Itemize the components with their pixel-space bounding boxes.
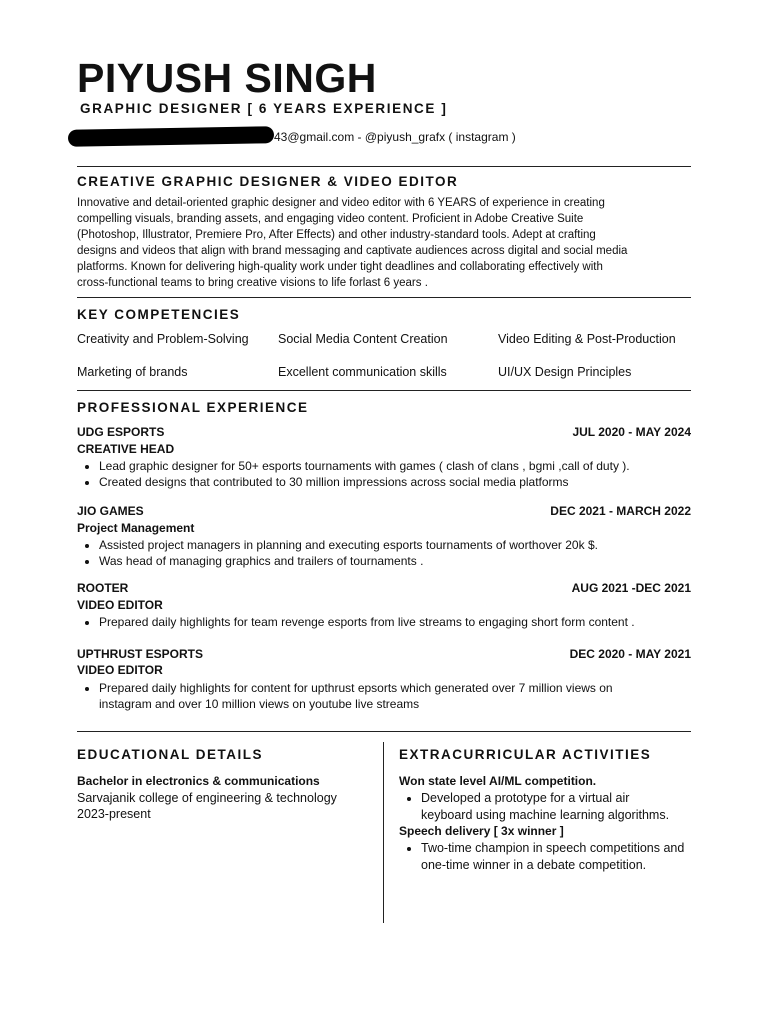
- divider: [77, 297, 691, 298]
- job-bullets: [77, 680, 659, 712]
- summary-line: cross-functional teams to bring creative visions to life forlast 6 years .: [77, 277, 428, 290]
- job-role: CREATIVE HEAD: [77, 442, 175, 456]
- experience-heading: PROFESSIONAL EXPERIENCE: [77, 400, 309, 415]
- job-company: ROOTER: [77, 581, 129, 595]
- divider: [77, 731, 691, 732]
- job-bullet: • Lead graphic designer for 50+ esports tournaments with games ( clash of clans , bgmi ,call of duty ).: [99, 458, 691, 474]
- activity-bullet: • Two-time champion in speech competitions and one-time winner in a debate competition.: [421, 840, 693, 873]
- job-bullet: • Assisted project managers in planning and executing esports tournaments of worthover 20k $.: [99, 537, 691, 553]
- job-bullets: [77, 614, 691, 630]
- education-degree: Bachelor in electronics & communications: [77, 774, 320, 788]
- candidate-subtitle: GRAPHIC DESIGNER [ 6 YEARS EXPERIENCE ]: [80, 101, 448, 116]
- job-role: VIDEO EDITOR: [77, 663, 163, 677]
- competency-item: Excellent communication skills: [278, 365, 447, 379]
- job-dates: DEC 2021 - MARCH 2022: [550, 504, 691, 518]
- activity-bullets: [399, 840, 693, 873]
- divider: [77, 166, 691, 167]
- job-role: VIDEO EDITOR: [77, 598, 163, 612]
- competency-item: Video Editing & Post-Production: [498, 332, 676, 346]
- job-bullet: • Was head of managing graphics and trailers of tournaments .: [99, 553, 691, 569]
- competency-item: UI/UX Design Principles: [498, 365, 632, 379]
- redaction-mark: [68, 127, 274, 148]
- summary-line: compelling visuals, branding assets, and engaging video content. Proficient in Adobe Creative Suite: [77, 213, 584, 226]
- competencies-heading: KEY COMPETENCIES: [77, 307, 241, 322]
- job-dates: AUG 2021 -DEC 2021: [571, 581, 691, 595]
- competency-item: Social Media Content Creation: [278, 332, 448, 346]
- activity-title: Won state level AI/ML competition.: [399, 774, 597, 788]
- job-company: JIO GAMES: [77, 504, 144, 518]
- education-college: Sarvajanik college of engineering & technology: [77, 791, 337, 805]
- summary-heading: CREATIVE GRAPHIC DESIGNER & VIDEO EDITOR: [77, 174, 459, 189]
- job-dates: DEC 2020 - MAY 2021: [569, 647, 691, 661]
- job-company: UDG ESPORTS: [77, 425, 165, 439]
- summary-line: designs and videos that align with brand messaging and captivate audiences across digital and social media: [77, 245, 628, 258]
- activity-bullets: [399, 790, 671, 823]
- job-bullet: • Prepared daily highlights for team revenge esports from live streams to engaging short form content .: [99, 614, 691, 630]
- competency-item: Creativity and Problem-Solving: [77, 332, 249, 346]
- candidate-name: PIYUSH SINGH: [77, 55, 377, 101]
- job-bullets: [77, 458, 691, 490]
- education-heading: EDUCATIONAL DETAILS: [77, 747, 263, 762]
- summary-line: (Photoshop, Illustrator, Premiere Pro, After Effects) and other industry-standard tools. Adept at crafting: [77, 229, 596, 242]
- job-dates: JUL 2020 - MAY 2024: [572, 425, 691, 439]
- contact-text: 43@gmail.com - @piyush_grafx ( instagram ): [274, 129, 516, 144]
- job-bullet: • Created designs that contributed to 30 million impressions across social media platforms: [99, 474, 691, 490]
- competency-item: Marketing of brands: [77, 365, 188, 379]
- summary-line: platforms. Known for delivering high-quality work under tight deadlines and collaborating effectively with: [77, 261, 603, 274]
- contact-line: [68, 127, 516, 147]
- activity-title: Speech delivery [ 3x winner ]: [399, 824, 564, 838]
- divider: [77, 390, 691, 391]
- activity-bullet: • Developed a prototype for a virtual air keyboard using machine learning algorithms.: [421, 790, 671, 823]
- job-bullets: [77, 537, 691, 569]
- summary-text: [77, 195, 691, 292]
- job-bullet: • Prepared daily highlights for content for upthrust epsorts which generated over 7 million views on instagram and over 10 million views on youtube live streams: [99, 680, 659, 712]
- summary-line: Innovative and detail-oriented graphic designer and video editor with 6 YEARS of experience in creating: [77, 197, 605, 209]
- extracurricular-heading: EXTRACURRICULAR ACTIVITIES: [399, 747, 652, 762]
- job-company: UPTHRUST ESPORTS: [77, 647, 204, 661]
- column-divider: [383, 742, 384, 923]
- education-period: 2023-present: [77, 807, 151, 821]
- job-role: Project Management: [77, 521, 195, 535]
